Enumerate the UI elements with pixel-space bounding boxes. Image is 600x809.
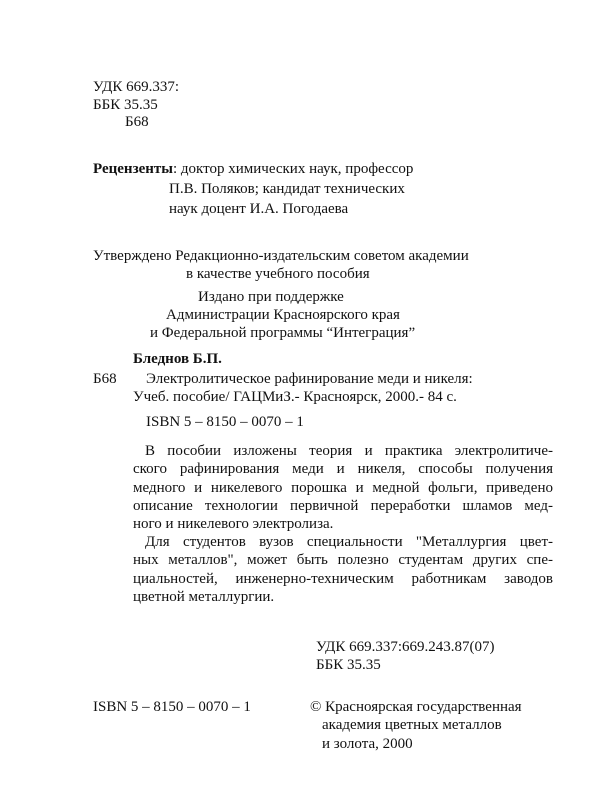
reviewers-line-1: [93, 160, 413, 178]
copyright-line-1: © Красноярская государственная: [310, 699, 522, 715]
approval-line-2: в качестве учебного пособия: [186, 266, 370, 282]
support-line-2: Администрации Красноярского края: [166, 307, 400, 323]
reviewers-line-2: П.В. Поляков; кандидат технических: [169, 181, 405, 197]
bib-details: Учеб. пособие/ ГАЦМиЗ.- Красноярск, 2000.- 84 с.: [133, 389, 457, 405]
annotation-p2-line: Для студентов вузов специальности "Металлургия цвет-: [145, 534, 553, 550]
annotation-p1-line: описание технологии первичной переработки шламов мед-: [133, 497, 553, 514]
copyright-line-3: и золота, 2000: [322, 736, 413, 752]
annotation-p1-line: ного и никелевого электролиза.: [133, 516, 334, 533]
support-line-3: и Федеральной программы “Интеграция”: [150, 325, 416, 341]
bib-title: Электролитическое рафинирование меди и никеля:: [146, 371, 473, 387]
bib-mark: Б68: [93, 371, 117, 387]
annotation-paragraph-1: [133, 442, 553, 533]
annotation-p1-line: медного и никелевого порошка и медной фольги, приведено: [133, 479, 553, 496]
bib-author: Бледнов Б.П.: [133, 351, 222, 367]
footer-bbk: ББК 35.35: [316, 657, 381, 673]
bib-isbn: ISBN 5 – 8150 – 0070 – 1: [146, 414, 304, 430]
support-line-1: Издано при поддержке: [198, 289, 344, 305]
approval-line-1: Утверждено Редакционно-издательским советом академии: [93, 248, 469, 264]
footer-isbn: ISBN 5 – 8150 – 0070 – 1: [93, 699, 251, 715]
reviewers-text-1: : доктор химических наук, профессор: [172, 161, 414, 177]
footer-udk: УДК 669.337:669.243.87(07): [316, 639, 495, 655]
author-mark: Б68: [125, 114, 149, 130]
reviewers-line-3: наук доцент И.А. Погодаева: [169, 201, 349, 217]
udk-code: УДК 669.337:: [93, 79, 180, 95]
reviewers-label: Рецензенты: [93, 161, 173, 177]
annotation-p1-line: В пособии изложены теория и практика электролитиче-: [145, 443, 553, 459]
annotation-p1-line: ского рафинирования меди и никеля, способы получения: [133, 461, 553, 478]
annotation-p2-line: ных металлов", может быть полезно студентам других спе-: [133, 552, 553, 569]
annotation-paragraph-2: [133, 533, 553, 606]
bbk-code: ББК 35.35: [93, 97, 158, 113]
annotation-p2-line: цветной металлургии.: [133, 588, 275, 605]
copyright-line-2: академия цветных металлов: [322, 717, 502, 733]
annotation-p2-line: циальностей, инженерно-техническим работникам заводов: [133, 570, 553, 587]
